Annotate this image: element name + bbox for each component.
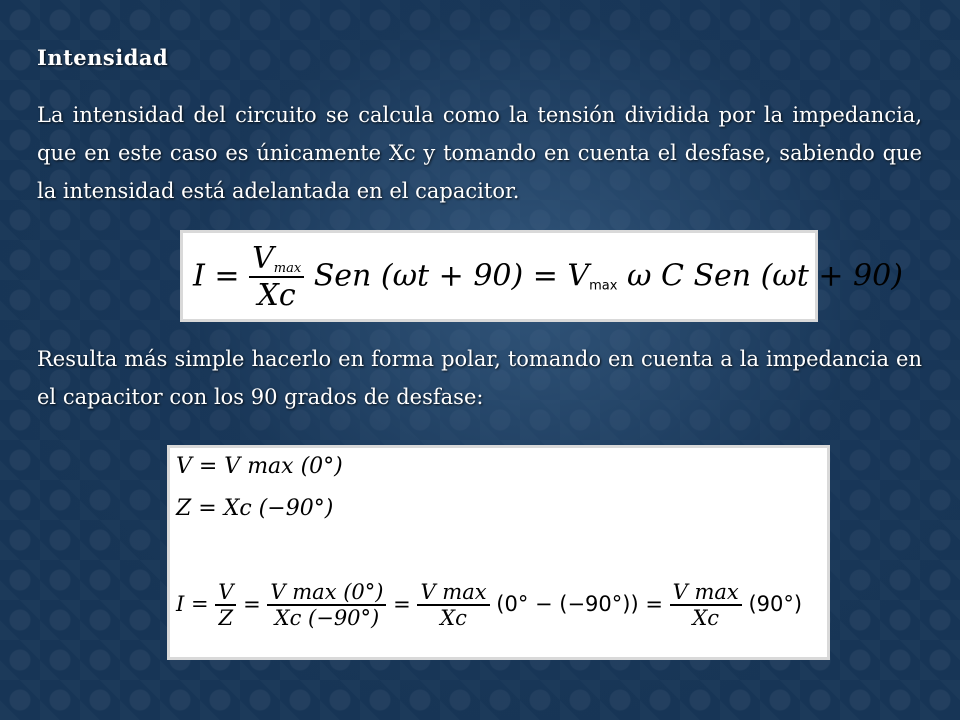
slide-title: Intensidad — [37, 45, 169, 70]
formula-1-numerator: $V_{max}$ — [249, 241, 304, 278]
formula-1-fraction — [249, 241, 304, 313]
formula-2-line-impedance: Z = Xc (−90°) — [176, 496, 334, 521]
formula-intensity-polar — [167, 445, 830, 660]
formula-2-lhs: I = — [176, 592, 209, 616]
formula-2-fraction-vmax-xc: $\frac{\text{V max}}{Xc}$ — [417, 580, 489, 630]
formula-2-fraction-result: $\frac{\text{V max}}{Xc}$ — [670, 580, 742, 630]
formula-2-equals-2: = — [393, 592, 411, 616]
formula-1-denominator: Xc — [257, 278, 296, 313]
formula-2-equals-3: = — [645, 592, 663, 616]
formula-2-fraction-v-z: $\frac{V}{Z}$ — [215, 580, 236, 630]
formula-1-expression — [193, 241, 903, 313]
formula-intensity-trig — [180, 230, 903, 322]
formula-1-lhs: I = — [193, 258, 240, 294]
formula-1-term1-sub: max — [589, 278, 618, 294]
formula-2-line-intensity — [176, 580, 802, 630]
formula-2-angle-difference: (0° − (−90°)) — [496, 592, 639, 616]
formula-2-result-angle: (90°) — [748, 592, 803, 616]
formula-2-fraction-polar: $\frac{\text{V max (0°)}}{Xc (-90^\circ)}$ — [267, 580, 386, 630]
formula-2-line-voltage: V = V max (0°) — [176, 454, 343, 479]
paragraph-polar-description: Resulta más simple hacerlo en forma polar, tomando en cuenta a la impedancia en el capacitor con los 90 grados de desfase: — [37, 347, 922, 409]
formula-1-term1: Sen (ωt + 90) = V — [313, 258, 590, 294]
paragraph-intensity-description: La intensidad del circuito se calcula como la tensión dividida por la impedancia, que en este caso es únicamente Xc y tomando en cuenta el desfase, sabiendo que la intensidad está adelantada en el capacitor. — [37, 103, 922, 203]
formula-1-term2: ω C Sen (ωt + 90) — [626, 258, 903, 294]
formula-2-equals: = — [243, 592, 261, 616]
